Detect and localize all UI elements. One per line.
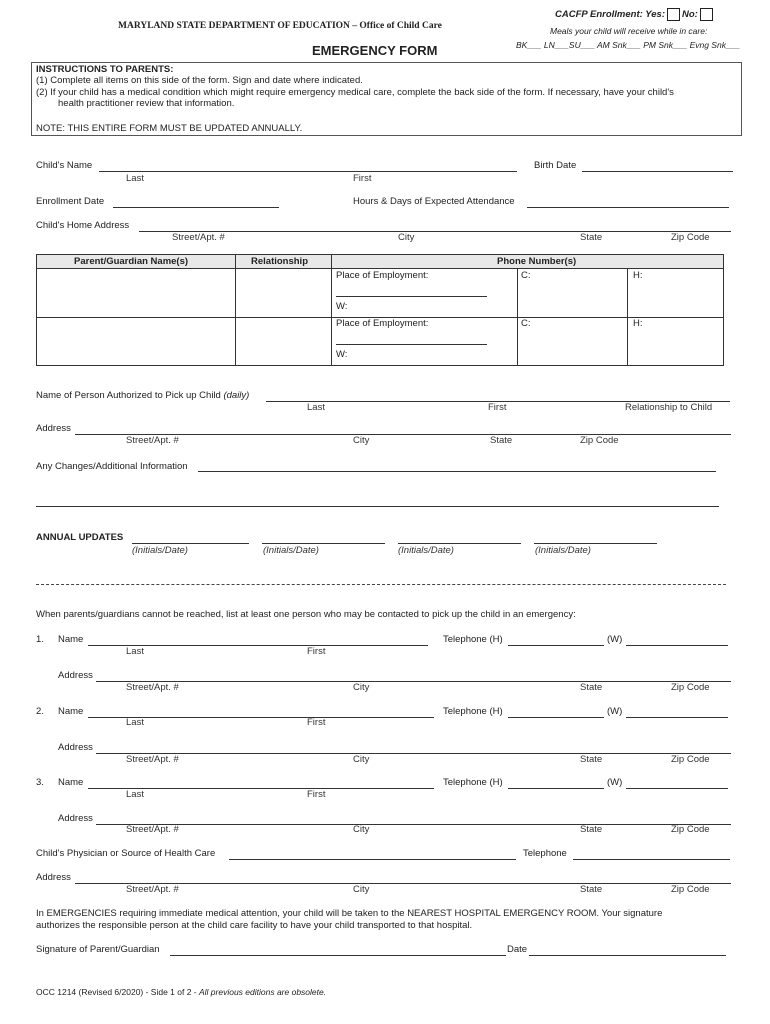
consent-text-line-2: authorizes the responsible person at the child care facility to have your child transported to that hospital. bbox=[36, 920, 473, 931]
col-header-relationship: Relationship bbox=[251, 256, 309, 267]
contact-work-phone-field[interactable] bbox=[626, 788, 728, 789]
enrollment-date-field[interactable] bbox=[113, 207, 279, 208]
contact-work-label: (W) bbox=[607, 777, 623, 788]
signature-label: Signature of Parent/Guardian bbox=[36, 944, 160, 955]
place-of-employment-label: Place of Employment: bbox=[336, 318, 429, 329]
pickup-address-label: Address bbox=[36, 423, 71, 434]
contact-last-caption: Last bbox=[126, 789, 144, 800]
home-state-caption: State bbox=[580, 232, 603, 243]
pickup-label bbox=[36, 390, 249, 401]
work-phone-label: W: bbox=[336, 349, 348, 360]
contact-state-caption: State bbox=[580, 824, 603, 835]
emergency-intro: When parents/guardians cannot be reached, list at least one person who may be contacted to pick up the child in an emergency: bbox=[36, 609, 576, 620]
form-code: OCC 1214 (Revised 6/2020) - Side 1 of 2 - bbox=[36, 987, 199, 997]
home-address-label: Child's Home Address bbox=[36, 220, 130, 231]
initials-date-caption: (Initials/Date) bbox=[132, 545, 188, 556]
home-street-caption: Street/Apt. # bbox=[172, 232, 225, 243]
signature-field[interactable] bbox=[170, 955, 506, 956]
physician-state-caption: State bbox=[580, 884, 603, 895]
signature-date-field[interactable] bbox=[529, 955, 726, 956]
attendance-field[interactable] bbox=[527, 207, 729, 208]
pickup-label-text: Name of Person Authorized to Pick up Child bbox=[36, 390, 221, 401]
pickup-street-caption: Street/Apt. # bbox=[126, 435, 179, 446]
contact-home-phone-field[interactable] bbox=[508, 788, 604, 789]
birth-date-field[interactable] bbox=[582, 171, 733, 172]
initials-date-caption: (Initials/Date) bbox=[535, 545, 591, 556]
contact-work-phone-field[interactable] bbox=[626, 717, 728, 718]
changes-label: Any Changes/Additional Information bbox=[36, 461, 188, 472]
department-name: MARYLAND STATE DEPARTMENT OF EDUCATION – Office of Child Care bbox=[118, 21, 442, 31]
pickup-first-caption: First bbox=[488, 402, 507, 413]
attendance-label: Hours & Days of Expected Attendance bbox=[353, 196, 515, 207]
contact-address-label: Address bbox=[58, 670, 93, 681]
contact-telephone-label: Telephone (H) bbox=[443, 706, 503, 717]
contact-address-field[interactable] bbox=[96, 681, 731, 682]
physician-street-caption: Street/Apt. # bbox=[126, 884, 179, 895]
dashed-separator bbox=[36, 584, 726, 585]
contact-state-caption: State bbox=[580, 682, 603, 693]
physician-field[interactable] bbox=[229, 859, 516, 860]
contact-city-caption: City bbox=[353, 824, 370, 835]
pickup-city-caption: City bbox=[353, 435, 370, 446]
contact-first-caption: First bbox=[307, 789, 326, 800]
physician-telephone-field[interactable] bbox=[573, 859, 730, 860]
home-zip-caption: Zip Code bbox=[671, 232, 710, 243]
contact-number: 2. bbox=[36, 706, 44, 717]
contact-work-label: (W) bbox=[607, 706, 623, 717]
parent-guardian-table bbox=[36, 254, 724, 366]
cacfp-label: CACFP Enrollment: bbox=[555, 9, 643, 21]
annual-update-field[interactable] bbox=[132, 543, 249, 544]
contact-city-caption: City bbox=[353, 682, 370, 693]
physician-zip-caption: Zip Code bbox=[671, 884, 710, 895]
contact-last-caption: Last bbox=[126, 717, 144, 728]
annual-update-field[interactable] bbox=[534, 543, 657, 544]
initials-date-caption: (Initials/Date) bbox=[263, 545, 319, 556]
home-phone-label: H: bbox=[633, 270, 643, 281]
form-title: EMERGENCY FORM bbox=[312, 43, 438, 58]
meals-list[interactable]: BK___ LN___SU___ AM Snk___ PM Snk___ Evng Snk___ bbox=[516, 40, 741, 50]
contact-name-label: Name bbox=[58, 706, 84, 717]
contact-state-caption: State bbox=[580, 754, 603, 765]
contact-address-field[interactable] bbox=[96, 824, 731, 825]
employment-field[interactable] bbox=[336, 296, 487, 297]
contact-name-label: Name bbox=[58, 777, 84, 788]
col-header-phone: Phone Number(s) bbox=[497, 256, 577, 267]
contact-street-caption: Street/Apt. # bbox=[126, 682, 179, 693]
contact-home-phone-field[interactable] bbox=[508, 717, 604, 718]
contact-zip-caption: Zip Code bbox=[671, 754, 710, 765]
obsolete-note: All previous editions are obsolete. bbox=[199, 987, 327, 997]
contact-name-label: Name bbox=[58, 634, 84, 645]
home-address-field[interactable] bbox=[139, 231, 731, 232]
contact-telephone-label: Telephone (H) bbox=[443, 777, 503, 788]
contact-zip-caption: Zip Code bbox=[671, 682, 710, 693]
contact-telephone-label: Telephone (H) bbox=[443, 634, 503, 645]
child-name-field[interactable] bbox=[99, 171, 517, 172]
place-of-employment-label: Place of Employment: bbox=[336, 270, 429, 281]
table-divider bbox=[235, 255, 236, 365]
cell-phone-label: C: bbox=[521, 270, 531, 281]
initials-date-caption: (Initials/Date) bbox=[398, 545, 454, 556]
pickup-daily: (daily) bbox=[223, 390, 250, 401]
instruction-item-2: (2) If your child has a medical condition which might require emergency medical care, complete the back side of the form. If necessary, have your child's bbox=[36, 87, 674, 98]
form-footer bbox=[36, 987, 326, 997]
birth-date-label: Birth Date bbox=[534, 160, 577, 171]
meals-label: Meals your child will receive while in care: bbox=[550, 26, 708, 36]
home-city-caption: City bbox=[398, 232, 415, 243]
instructions-heading: INSTRUCTIONS TO PARENTS: bbox=[36, 64, 174, 75]
pickup-last-caption: Last bbox=[307, 402, 325, 413]
annual-note: NOTE: THIS ENTIRE FORM MUST BE UPDATED ANNUALLY. bbox=[36, 123, 303, 134]
work-phone-label: W: bbox=[336, 301, 348, 312]
contact-city-caption: City bbox=[353, 754, 370, 765]
instruction-item-2-cont: health practitioner review that information. bbox=[58, 98, 235, 109]
cacfp-yes-label: Yes: bbox=[645, 9, 665, 21]
annual-update-field[interactable] bbox=[262, 543, 385, 544]
contact-address-label: Address bbox=[58, 813, 93, 824]
physician-label: Child's Physician or Source of Health Care bbox=[36, 848, 216, 859]
cacfp-no-label: No: bbox=[681, 9, 698, 21]
contact-number: 3. bbox=[36, 777, 44, 788]
contact-address-label: Address bbox=[58, 742, 93, 753]
contact-address-field[interactable] bbox=[96, 753, 731, 754]
contact-street-caption: Street/Apt. # bbox=[126, 754, 179, 765]
child-last-caption: Last bbox=[126, 173, 144, 184]
pickup-zip-caption: Zip Code bbox=[580, 435, 619, 446]
changes-field[interactable] bbox=[198, 471, 716, 472]
contact-work-phone-field[interactable] bbox=[626, 645, 728, 646]
consent-text-line-1: In EMERGENCIES requiring immediate medical attention, your child will be taken to the NEAREST HOSPITAL EMERGENCY ROOM. Your signature bbox=[36, 908, 663, 919]
contact-zip-caption: Zip Code bbox=[671, 824, 710, 835]
contact-street-caption: Street/Apt. # bbox=[126, 824, 179, 835]
signature-date-label: Date bbox=[507, 944, 528, 955]
pickup-relationship-caption: Relationship to Child bbox=[625, 402, 713, 413]
instruction-item-1: (1) Complete all items on this side of the form. Sign and date where indicated. bbox=[36, 75, 363, 86]
physician-city-caption: City bbox=[353, 884, 370, 895]
enrollment-date-label: Enrollment Date bbox=[36, 196, 105, 207]
child-name-label: Child's Name bbox=[36, 160, 93, 171]
contact-last-caption: Last bbox=[126, 646, 144, 657]
physician-address-label: Address bbox=[36, 872, 71, 883]
child-first-caption: First bbox=[353, 173, 372, 184]
home-phone-label: H: bbox=[633, 318, 643, 329]
physician-telephone-label: Telephone bbox=[523, 848, 567, 859]
contact-first-caption: First bbox=[307, 717, 326, 728]
contact-home-phone-field[interactable] bbox=[508, 645, 604, 646]
cacfp-enrollment bbox=[555, 8, 715, 21]
contact-first-caption: First bbox=[307, 646, 326, 657]
annual-update-field[interactable] bbox=[398, 543, 521, 544]
cell-phone-label: C: bbox=[521, 318, 531, 329]
cacfp-no-checkbox[interactable] bbox=[700, 8, 713, 21]
table-divider bbox=[331, 255, 332, 365]
pickup-state-caption: State bbox=[490, 435, 513, 446]
contact-number: 1. bbox=[36, 634, 44, 645]
annual-updates-label: ANNUAL UPDATES bbox=[36, 532, 124, 543]
changes-field-2[interactable] bbox=[36, 506, 719, 507]
col-header-name: Parent/Guardian Name(s) bbox=[74, 256, 189, 267]
cacfp-yes-checkbox[interactable] bbox=[667, 8, 680, 21]
contact-work-label: (W) bbox=[607, 634, 623, 645]
employment-field[interactable] bbox=[336, 344, 487, 345]
